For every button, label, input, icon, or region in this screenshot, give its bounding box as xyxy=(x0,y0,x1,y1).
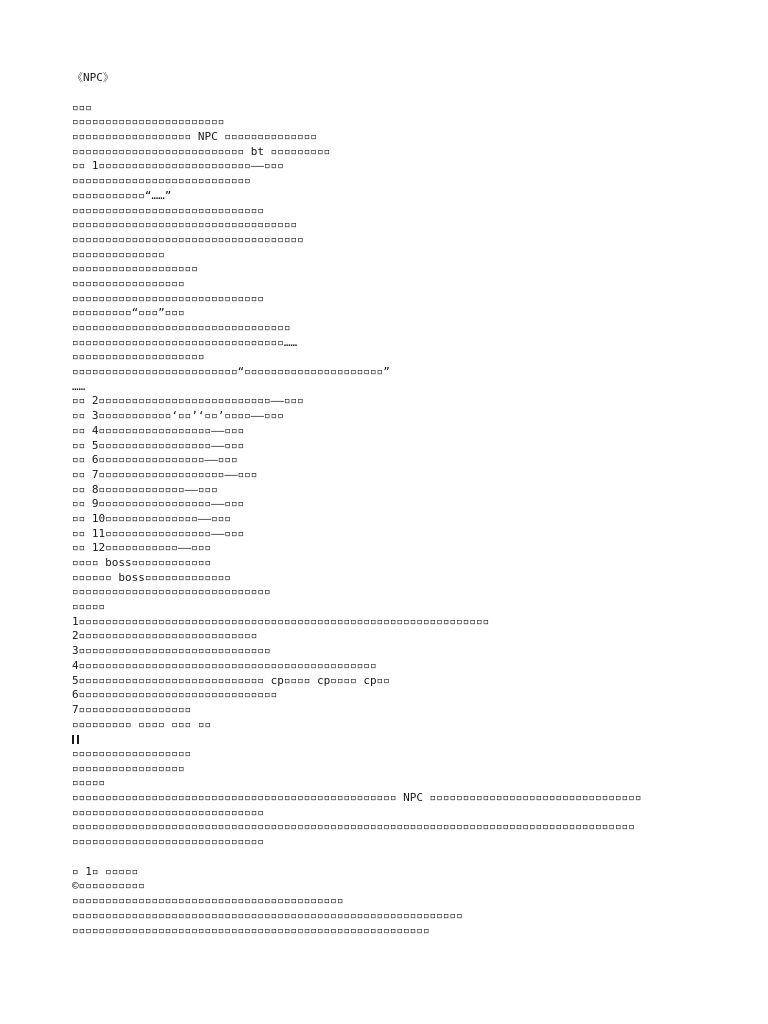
text-line: ▫▫▫▫▫▫▫▫▫▫▫▫▫▫▫▫▫▫▫ xyxy=(72,262,198,276)
text-line: ▫▫▫▫▫▫▫▫▫“▫▫▫”▫▫▫ xyxy=(72,306,185,320)
text-line: ▫▫▫▫▫▫▫▫▫▫▫▫▫▫▫▫▫▫▫▫▫▫▫▫▫▫▫ xyxy=(72,174,251,188)
text-line: ▫▫▫ xyxy=(72,100,92,114)
text-line: ▫▫▫▫ boss▫▫▫▫▫▫▫▫▫▫▫▫ xyxy=(72,556,212,569)
text-line: 2▫▫▫▫▫▫▫▫▫▫▫▫▫▫▫▫▫▫▫▫▫▫▫▫▫▫▫ xyxy=(72,629,258,643)
document-body xyxy=(72,101,768,733)
text-line: 7▫▫▫▫▫▫▫▫▫▫▫▫▫▫▫▫▫ xyxy=(72,702,192,716)
text-line: ▫▫ 2▫▫▫▫▫▫▫▫▫▫▫▫▫▫▫▫▫▫▫▫▫▫▫▫▫▫——▫▫▫ xyxy=(72,394,304,408)
text-line: ▫▫▫▫▫▫▫▫▫▫▫“……” xyxy=(72,188,172,202)
text-line: ▫▫▫▫▫▫▫▫▫▫▫▫▫▫▫▫▫▫▫▫▫▫▫▫▫▫▫▫▫▫▫▫▫▫▫▫▫▫▫▫▫▫▫▫▫▫▫▫▫▫▫▫▫▫▫▫▫▫▫▫▫▫▫▫▫▫▫▫▫▫▫▫▫▫▫▫▫▫▫▫▫▫▫▫▫ xyxy=(72,820,635,834)
separator-bar xyxy=(77,735,79,744)
blank-line xyxy=(72,850,768,865)
text-line: ▫▫▫▫▫ xyxy=(72,600,106,614)
text-line: ▫▫ 7▫▫▫▫▫▫▫▫▫▫▫▫▫▫▫▫▫▫▫——▫▫▫ xyxy=(72,467,258,481)
text-line: ▫▫ 6▫▫▫▫▫▫▫▫▫▫▫▫▫▫▫▫——▫▫▫ xyxy=(72,453,238,467)
text-line: 4▫▫▫▫▫▫▫▫▫▫▫▫▫▫▫▫▫▫▫▫▫▫▫▫▫▫▫▫▫▫▫▫▫▫▫▫▫▫▫▫▫▫▫▫▫ xyxy=(72,658,377,672)
text-line: ▫▫▫▫▫ xyxy=(72,776,106,790)
section-heading: ▫ 1▫ ▫▫▫▫▫ xyxy=(72,864,139,878)
separator-icon xyxy=(72,732,768,747)
text-line: ▫▫ 1▫▫▫▫▫▫▫▫▫▫▫▫▫▫▫▫▫▫▫▫▫▫▫——▫▫▫ xyxy=(72,159,284,173)
document-body-continued xyxy=(72,747,768,850)
text-line: ▫▫▫▫▫▫▫▫▫▫▫▫▫▫▫▫▫▫▫▫▫▫▫▫▫▫▫▫▫▫▫▫▫ xyxy=(72,321,291,334)
document-title: 《NPC》 xyxy=(72,71,114,84)
text-line: ▫▫▫▫▫▫▫▫▫▫▫▫▫▫▫▫▫▫▫▫▫▫▫▫▫▫▫▫▫▫▫▫…… xyxy=(72,335,298,349)
text-line: ▫▫▫▫▫▫▫▫▫▫▫▫▫▫▫▫▫▫▫▫▫▫▫▫▫▫ bt ▫▫▫▫▫▫▫▫▫ xyxy=(72,144,331,158)
text-line: ▫▫▫▫▫▫▫▫▫▫▫▫▫▫▫▫▫▫▫▫▫▫▫▫▫▫▫▫▫▫▫▫▫▫▫▫▫▫▫▫▫ xyxy=(72,894,344,908)
text-line: ▫▫ 12▫▫▫▫▫▫▫▫▫▫▫——▫▫▫ xyxy=(72,541,212,555)
text-line: ▫▫ 9▫▫▫▫▫▫▫▫▫▫▫▫▫▫▫▫▫——▫▫▫ xyxy=(72,497,245,511)
text-line: 1▫▫▫▫▫▫▫▫▫▫▫▫▫▫▫▫▫▫▫▫▫▫▫▫▫▫▫▫▫▫▫▫▫▫▫▫▫▫▫▫▫▫▫▫▫▫▫▫▫▫▫▫▫▫▫▫▫▫▫▫▫▫ xyxy=(72,614,490,628)
text-line: ▫▫▫▫▫▫▫▫▫ ▫▫▫▫ ▫▫▫ ▫▫ xyxy=(72,717,212,731)
text-line: ▫▫ 4▫▫▫▫▫▫▫▫▫▫▫▫▫▫▫▫▫——▫▫▫ xyxy=(72,423,245,437)
text-line: 6▫▫▫▫▫▫▫▫▫▫▫▫▫▫▫▫▫▫▫▫▫▫▫▫▫▫▫▫▫▫ xyxy=(72,688,278,702)
text-line: ▫▫▫▫▫▫▫▫▫▫▫▫▫▫▫▫▫▫▫▫▫▫▫▫▫▫▫▫▫ xyxy=(72,805,265,819)
text-line: ▫▫▫▫▫▫▫▫▫▫▫▫▫▫▫▫▫▫▫▫▫▫▫▫▫▫▫▫▫▫▫▫▫▫ xyxy=(72,218,298,232)
text-line: ▫▫▫▫▫▫▫▫▫▫▫▫▫▫▫▫▫▫ NPC ▫▫▫▫▫▫▫▫▫▫▫▫▫▫ xyxy=(72,130,318,144)
text-line: ▫▫▫▫▫▫▫▫▫▫▫▫▫▫▫▫▫▫▫▫▫▫▫▫▫“▫▫▫▫▫▫▫▫▫▫▫▫▫▫▫▫▫▫▫▫▫” xyxy=(72,365,390,379)
text-line: ▫▫▫▫▫▫▫▫▫▫▫▫▫▫▫▫▫▫▫▫▫▫▫▫▫▫▫▫▫▫▫▫▫▫▫▫▫▫▫▫▫▫▫▫▫▫▫▫▫▫▫▫▫▫ xyxy=(72,923,430,937)
text-line: ▫▫▫▫▫▫▫▫▫▫▫▫▫▫▫▫▫▫▫▫▫▫▫▫▫▫▫▫▫▫ xyxy=(72,585,271,599)
text-line: ▫▫▫▫▫▫ boss▫▫▫▫▫▫▫▫▫▫▫▫▫ xyxy=(72,570,231,584)
text-line: 3▫▫▫▫▫▫▫▫▫▫▫▫▫▫▫▫▫▫▫▫▫▫▫▫▫▫▫▫▫ xyxy=(72,644,271,658)
text-line: 5▫▫▫▫▫▫▫▫▫▫▫▫▫▫▫▫▫▫▫▫▫▫▫▫▫▫▫▫ cp▫▫▫▫ cp▫▫▫▫ cp▫▫ xyxy=(72,673,390,687)
section-body xyxy=(72,879,768,938)
text-line: ▫▫▫▫▫▫▫▫▫▫▫▫▫▫▫▫▫▫▫▫ xyxy=(72,350,205,364)
text-line: ▫▫▫▫▫▫▫▫▫▫▫▫▫▫▫▫▫ xyxy=(72,276,185,290)
text-line: ▫▫ 10▫▫▫▫▫▫▫▫▫▫▫▫▫▫——▫▫▫ xyxy=(72,511,231,525)
separator-bar xyxy=(72,735,74,744)
text-line: ▫▫▫▫▫▫▫▫▫▫▫▫▫▫▫▫▫▫▫▫▫▫▫▫▫▫▫▫▫▫▫▫▫▫▫ xyxy=(72,232,304,246)
text-line: ▫▫ 3▫▫▫▫▫▫▫▫▫▫▫‘▫▫’‘▫▫’▫▫▫▫——▫▫▫ xyxy=(72,409,284,423)
text-line: ▫▫▫▫▫▫▫▫▫▫▫▫▫▫▫▫▫▫▫▫▫▫▫▫▫▫▫▫▫ xyxy=(72,291,265,305)
text-line: ▫▫▫▫▫▫▫▫▫▫▫▫▫▫▫▫▫▫▫▫▫▫▫▫▫▫▫▫▫ xyxy=(72,835,265,849)
text-line: ▫▫▫▫▫▫▫▫▫▫▫▫▫▫▫▫▫▫▫▫▫▫▫▫▫▫▫▫▫▫▫▫▫▫▫▫▫▫▫▫▫▫▫▫▫▫▫▫▫▫▫▫▫▫▫▫▫▫▫ xyxy=(72,908,463,922)
text-line: ▫▫▫▫▫▫▫▫▫▫▫▫▫▫▫▫▫▫▫▫▫▫▫▫▫▫▫▫▫ xyxy=(72,203,265,217)
text-line: ▫▫▫▫▫▫▫▫▫▫▫▫▫▫▫▫▫▫▫▫▫▫▫▫▫▫▫▫▫▫▫▫▫▫▫▫▫▫▫▫▫▫▫▫▫▫▫▫▫ NPC ▫▫▫▫▫▫▫▫▫▫▫▫▫▫▫▫▫▫▫▫▫▫▫▫▫▫▫▫▫▫▫▫ xyxy=(72,791,642,804)
text-line: ▫▫▫▫▫▫▫▫▫▫▫▫▫▫▫▫▫▫ xyxy=(72,746,192,760)
text-line: ▫▫ 11▫▫▫▫▫▫▫▫▫▫▫▫▫▫▫▫——▫▫▫ xyxy=(72,526,245,540)
text-line: ▫▫ 5▫▫▫▫▫▫▫▫▫▫▫▫▫▫▫▫▫——▫▫▫ xyxy=(72,438,245,452)
text-line: ▫▫▫▫▫▫▫▫▫▫▫▫▫▫ xyxy=(72,247,165,261)
text-line: …… xyxy=(72,379,86,393)
text-line: ▫▫▫▫▫▫▫▫▫▫▫▫▫▫▫▫▫ xyxy=(72,761,185,775)
text-line: ▫▫▫▫▫▫▫▫▫▫▫▫▫▫▫▫▫▫▫▫▫▫▫ xyxy=(72,115,225,129)
text-line: ©▫▫▫▫▫▫▫▫▫▫ xyxy=(72,879,145,893)
text-line: ▫▫ 8▫▫▫▫▫▫▫▫▫▫▫▫▫——▫▫▫ xyxy=(72,482,218,496)
